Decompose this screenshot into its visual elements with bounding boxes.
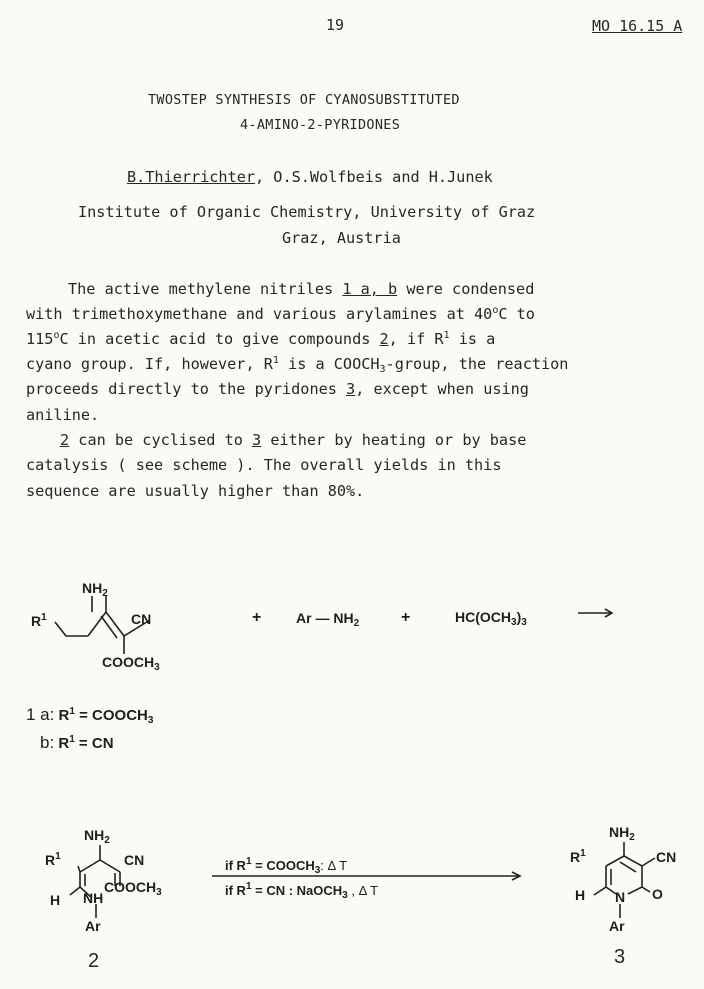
abstract-line: cyano group. If, however, $R^1$ is a $COOCH_3$-group, the reaction: [26, 355, 569, 375]
bond: [80, 860, 100, 872]
affiliation-line1: Institute of Organic Chemistry, University of Graz: [78, 203, 536, 221]
compound-ref: 3: [252, 431, 262, 449]
abstract-line: 2 can be cyclised to 3 either by heating or by base: [60, 431, 527, 449]
nh-group: NH: [83, 890, 104, 906]
r1-substituent: $R^1$: [31, 612, 47, 629]
hydrogen-atom: H: [575, 887, 586, 903]
compound-3-label: 3: [614, 946, 626, 968]
cyano-group: CN: [656, 849, 677, 865]
amine-group: $NH_2$: [84, 827, 110, 846]
abstract-line: with trimethoxymethane and various arylamines at 40$^o$C to: [26, 305, 535, 323]
condition-cyano: if $R^1$ = CN : NaOCH$_3$ , Δ T: [225, 881, 379, 901]
bond: [642, 858, 655, 866]
compound-ref: 2: [379, 330, 389, 348]
amine-group: $NH_2$: [609, 824, 635, 843]
ester-group: $COOCH_3$: [102, 654, 160, 673]
cyano-group: CN: [124, 852, 145, 868]
plus-sign: +: [252, 609, 262, 626]
hydrogen-atom: H: [50, 892, 61, 908]
amine-group: $NH_2$: [82, 580, 108, 599]
arylamine-reagent: Ar — $NH_2$: [296, 610, 360, 629]
carbonyl-oxygen: O: [652, 886, 663, 902]
affiliation-line2: Graz, Austria: [282, 229, 401, 247]
abstract-line: 115$^o$C in acetic acid to give compounds 2, if $R^1$ is a: [26, 330, 496, 348]
r1-substituent: $R^1$: [45, 851, 61, 868]
bond: [642, 887, 650, 892]
document-code: MO 16.15 A: [592, 17, 683, 35]
double-bond: [106, 612, 124, 636]
compound-1b-definition: b: $R^1$ = CN: [40, 733, 114, 752]
trimethoxymethane-reagent: $HC(OCH_3)_3$: [455, 609, 527, 628]
compound-ref: 3: [346, 380, 356, 398]
paper-title-line1: TWOSTEP SYNTHESIS OF CYANOSUBSTITUTED: [148, 92, 460, 108]
r1-substituent: $R^1$: [570, 848, 586, 865]
abstract-line: The active methylene nitriles 1 a, b were condensed: [68, 280, 535, 298]
paper-title-line2: 4-AMINO-2-PYRIDONES: [240, 117, 401, 133]
ester-group: $COOCH_3$: [104, 879, 162, 898]
condition-ester: if $R^1$ = $COOCH_3$: Δ T: [225, 856, 348, 876]
presenting-author: B.Thierrichter: [127, 168, 256, 186]
bond: [100, 860, 120, 872]
compound-2-label: 2: [88, 950, 100, 972]
abstract-line: catalysis ( see scheme ). The overall yields in this: [26, 456, 502, 474]
bond: [606, 856, 624, 866]
abstract-line: proceeds directly to the pyridones 3, except when using: [26, 380, 529, 398]
plus-sign: +: [401, 609, 411, 626]
bond: [88, 612, 106, 636]
compound-1a-definition: 1 a: $R^1$ = $COOCH_3$: [26, 705, 154, 726]
ring-nitrogen: N: [615, 889, 626, 905]
double-bond: [620, 862, 636, 872]
bond: [78, 866, 80, 872]
double-bond: [101, 616, 117, 638]
bond: [55, 622, 88, 636]
abstract-line: aniline.: [26, 406, 100, 424]
co-authors: , O.S.Wolfbeis and H.Junek: [255, 168, 493, 186]
bond: [70, 887, 80, 895]
cyano-group: CN: [131, 611, 152, 627]
compound-ref: 2: [60, 431, 70, 449]
aryl-group: Ar: [85, 918, 101, 934]
abstract-line: sequence are usually higher than 80%.: [26, 482, 365, 500]
compound-ref: 1 a, b: [342, 280, 398, 298]
aryl-group: Ar: [609, 918, 625, 934]
bond: [624, 856, 642, 866]
page-number: 19: [326, 16, 345, 34]
bond: [628, 887, 642, 894]
bond: [594, 887, 606, 895]
